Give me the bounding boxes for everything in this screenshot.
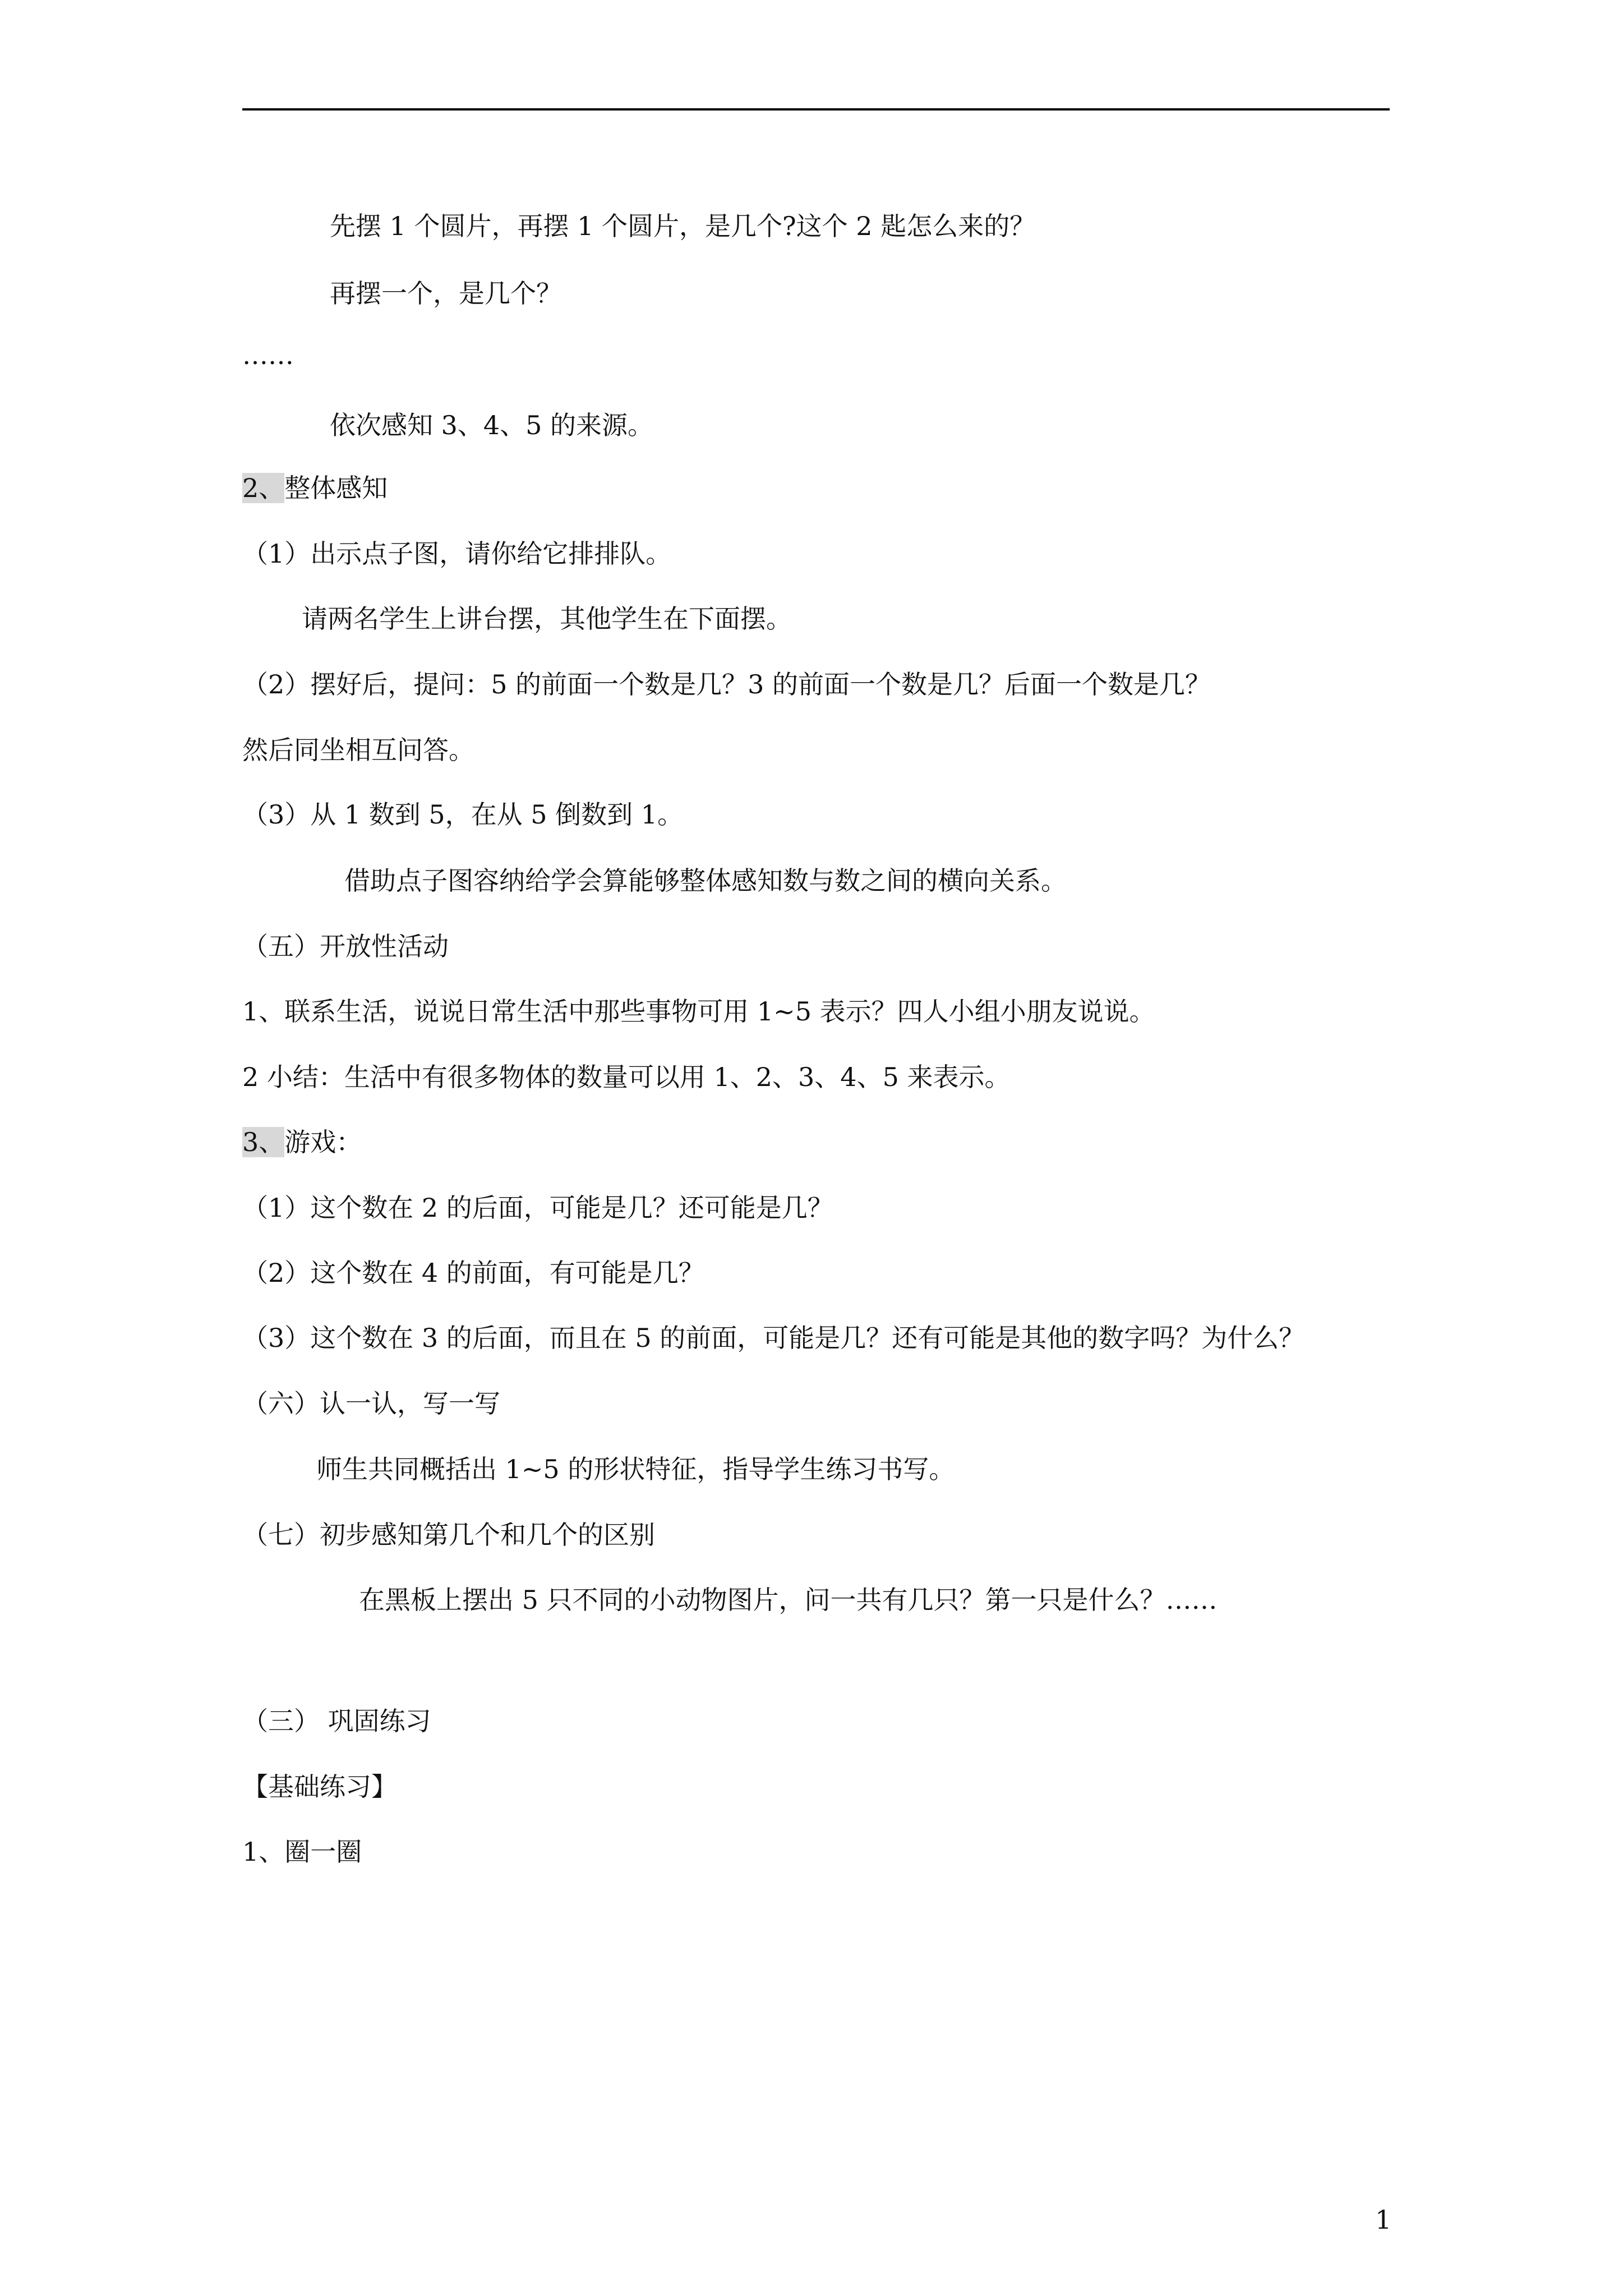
text-line	[242, 338, 294, 372]
section-heading	[242, 1518, 655, 1552]
header-rule	[242, 108, 1390, 111]
text-line	[330, 277, 562, 310]
line-text: 整体感知	[284, 473, 388, 503]
line-text: （2）这个数在 4 的前面，有可能是几？	[242, 1258, 704, 1288]
text-line	[359, 1583, 1218, 1617]
section-heading	[242, 1704, 431, 1738]
line-text: 在黑板上摆出 5 只不同的小动物图片，问一共有几只？第一只是什么？……	[359, 1585, 1218, 1615]
text-line	[242, 1321, 1304, 1355]
text-line	[330, 408, 653, 442]
line-text: （1）这个数在 2 的后面，可能是几？还可能是几？	[242, 1193, 833, 1223]
line-text: 借助点子图容纳给学会算能够整体感知数与数之间的横向关系。	[344, 866, 1067, 896]
text-line	[242, 1256, 704, 1290]
line-text: （五）开放性活动	[242, 931, 449, 961]
text-line	[242, 668, 1211, 701]
section-heading	[242, 930, 449, 963]
text-line	[242, 1835, 362, 1869]
text-line	[344, 864, 1067, 898]
section-heading	[242, 1770, 397, 1803]
text-line	[242, 733, 474, 767]
line-text: ……	[242, 340, 294, 370]
line-text: （2）摆好后，提问：5 的前面一个数是几？3 的前面一个数是几？后面一个数是几？	[242, 669, 1211, 700]
line-text: 1、圈一圈	[242, 1837, 362, 1867]
line-text: （1）出示点子图，请你给它排排队。	[242, 539, 672, 569]
text-line	[242, 995, 1155, 1028]
text-line	[242, 537, 671, 570]
text-line	[242, 1060, 1010, 1094]
text-line	[242, 1191, 833, 1225]
highlighted-number: 2、	[242, 473, 285, 503]
text-line	[316, 1452, 955, 1486]
section-heading	[242, 1125, 362, 1159]
line-text: （六）认一认，写一写	[242, 1388, 500, 1419]
line-text: （3）从 1 数到 5，在从 5 倒数到 1。	[242, 799, 684, 830]
text-line	[242, 798, 683, 831]
line-text: 先摆 1 个圆片，再摆 1 个圆片，是几个?这个 2 匙怎么来的？	[330, 211, 1036, 241]
text-line	[302, 602, 792, 636]
highlighted-number: 3、	[242, 1127, 285, 1157]
line-text: 游戏：	[284, 1127, 362, 1157]
line-text: 师生共同概括出 1~5 的形状特征，指导学生练习书写。	[316, 1454, 955, 1484]
line-text: 请两名学生上讲台摆，其他学生在下面摆。	[302, 604, 792, 634]
line-text: 再摆一个，是几个？	[330, 278, 562, 309]
line-text: 1、联系生活，说说日常生活中那些事物可用 1~5 表示？四人小组小朋友说说。	[242, 996, 1155, 1027]
page-number: 1	[1375, 2205, 1392, 2235]
section-heading	[242, 471, 388, 505]
line-text: （三） 巩固练习	[242, 1706, 431, 1736]
line-text: 依次感知 3、4、5 的来源。	[330, 410, 654, 440]
section-heading	[242, 1387, 500, 1420]
line-text: 【基础练习】	[242, 1772, 397, 1802]
line-text: 2 小结：生活中有很多物体的数量可以用 1、2、3、4、5 来表示。	[242, 1062, 1011, 1092]
line-text: （七）初步感知第几个和几个的区别	[242, 1520, 655, 1550]
text-line	[330, 209, 1035, 243]
line-text: 然后同坐相互问答。	[242, 735, 474, 765]
line-text: （3）这个数在 3 的后面，而且在 5 的前面，可能是几？还有可能是其他的数字吗？为什么？	[242, 1323, 1305, 1353]
